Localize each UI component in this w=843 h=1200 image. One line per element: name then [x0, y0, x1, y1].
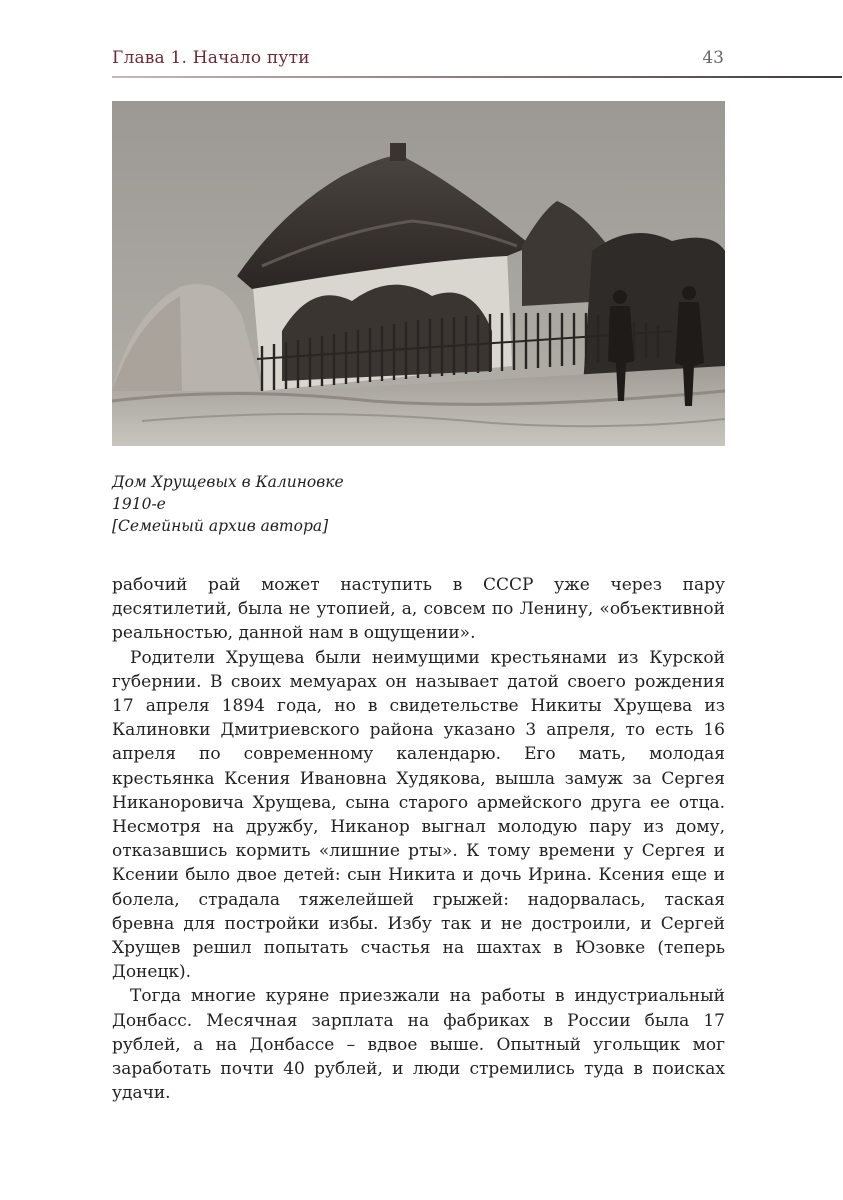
paragraph-1: рабочий рай может наступить в СССР уже через пару десятилетий, была не утопией, а, совсем по Ленину, «объективной реальностью, данной нам в ощущении».: [112, 575, 725, 644]
caption-title: Дом Хрущевых в Калиновке: [112, 473, 344, 491]
paragraph-2: Родители Хрущева были неимущими крестьянами из Курской губернии. В своих мемуарах он называет датой своего рождения 17 апреля 1894 года, но в свидетельстве Никиты Хрущева из Калиновки Дмитриевского района указано 3 апреля, то есть 16 апреля по современному календарю. Его мать, молодая крестьянка Ксения Ивановна Худякова, вышла замуж за Сергея Никаноровича Хрущева, сына старого армейского друга ее отца. Несмотря на дружбу, Никанор выгнал молодую пару из дому, отказавшись кормить «лишние рты». К тому времени у Сергея и Ксении было двое детей: сын Никита и дочь Ирина. Ксения еще и болела, страдала тяжелейшей грыжей: надорвалась, таская бревна для постройки избы. Избу так и не достроили, и Сергей Хрущев решил попытать счастья на шахтах в Юзовке (теперь Донецк).: [112, 647, 725, 983]
body-text: [112, 573, 725, 1105]
caption-date: 1910-е: [112, 495, 166, 513]
header-rule: [112, 76, 842, 78]
photo-caption: [112, 471, 512, 537]
house-photo: [112, 101, 725, 446]
paragraph-3: Тогда многие куряне приезжали на работы в индустриальный Донбасс. Месячная зарплата на фабриках в России была 17 рублей, а на Донбассе – вдвое выше. Опытный угольщик мог заработать почти 40 рублей, и люди стремились туда в поисках удачи.: [112, 986, 725, 1104]
caption-source: [Семейный архив автора]: [112, 517, 329, 535]
chapter-title: Глава 1. Начало пути: [112, 48, 310, 68]
page-header: [112, 48, 842, 78]
house-photo-illustration: [112, 101, 725, 446]
page-number: 43: [702, 48, 724, 68]
